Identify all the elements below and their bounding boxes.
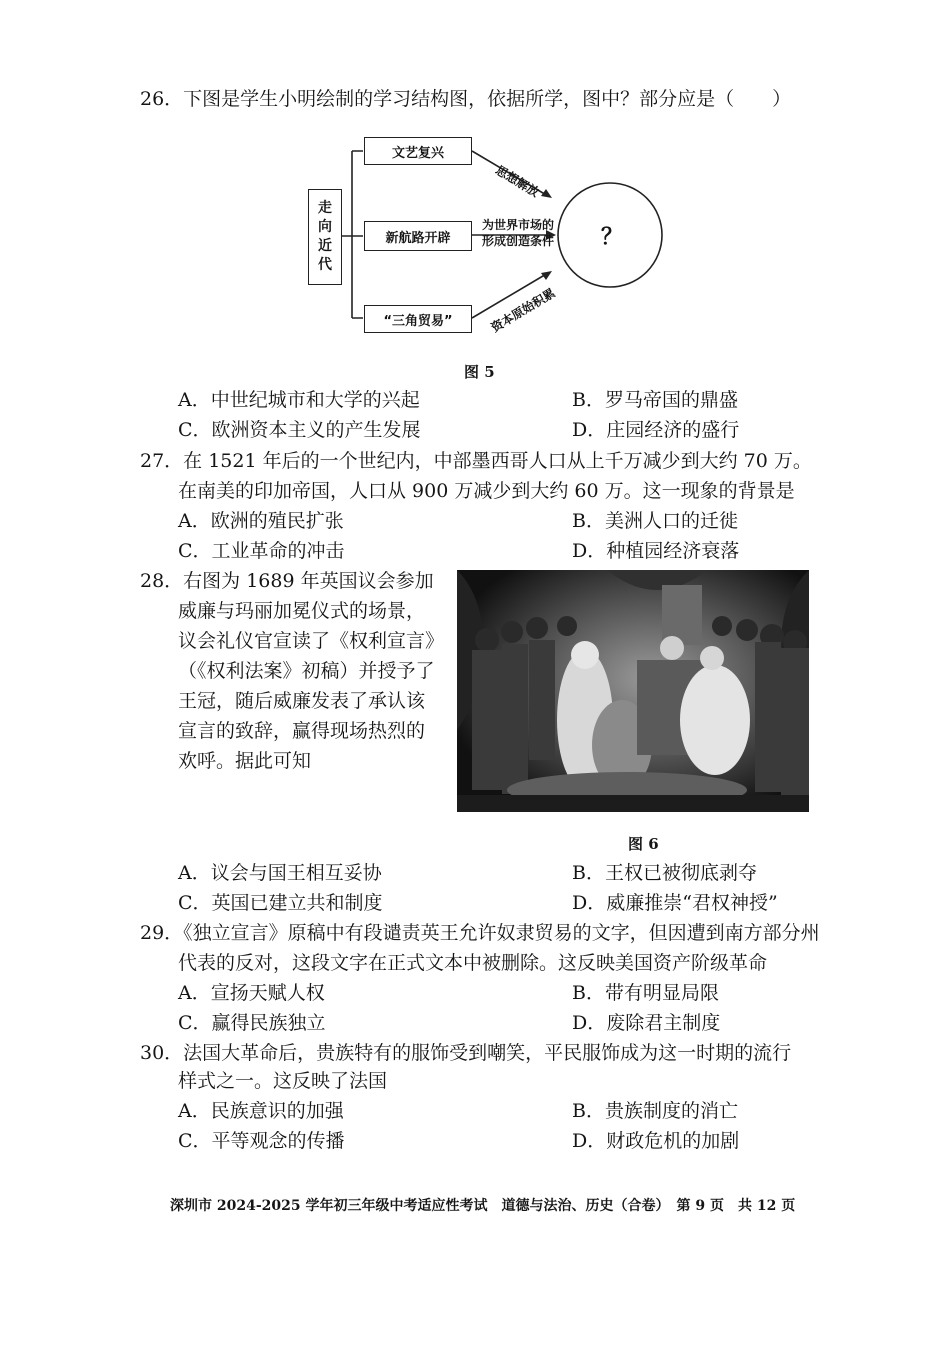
q28-option-b[interactable]: B．王权已被彻底剥夺 (572, 862, 757, 884)
root-char: 近 (318, 238, 332, 254)
q27-stem-line2: 在南美的印加帝国，人口从 900 万减少到大约 60 万。这一现象的背景是 (178, 480, 795, 502)
q28-stem-line7: 欢呼。据此可知 (178, 750, 312, 772)
q28-option-c[interactable]: C．英国已建立共和制度 (178, 892, 383, 914)
arrow-label-world-market-2: 形成创造条件 (482, 234, 555, 248)
target-question-mark: ？ (601, 225, 624, 250)
q27-option-a[interactable]: A．欧洲的殖民扩张 (178, 510, 344, 532)
q29-option-b[interactable]: B．带有明显局限 (572, 982, 719, 1004)
page-footer: 深圳市 2024-2025 学年初三年级中考适应性考试 道德与法治、历史（合卷） 第 9 页 共 12 页 (170, 1198, 796, 1214)
figure-5-caption: 图 5 (464, 363, 495, 381)
q27-option-c[interactable]: C．工业革命的冲击 (178, 540, 345, 562)
q28-stem-line5: 王冠，随后威廉发表了承认该 (178, 690, 426, 712)
q29-option-c[interactable]: C．赢得民族独立 (178, 1012, 326, 1034)
q26-option-a[interactable]: A．中世纪城市和大学的兴起 (178, 389, 420, 411)
diagram-root-box (308, 189, 342, 285)
root-char: 走 (318, 200, 332, 216)
box-renaissance: 文艺复兴 (364, 137, 472, 165)
arrow-label-capital-accumulation: 资本原始积累 (488, 285, 558, 335)
figure-6-caption: 图 6 (628, 835, 659, 853)
q30-option-a[interactable]: A．民族意识的加强 (178, 1100, 344, 1122)
q26-option-c[interactable]: C．欧洲资本主义的产生发展 (178, 419, 421, 441)
engraving-illustration (457, 570, 809, 812)
q30-option-b[interactable]: B．贵族制度的消亡 (572, 1100, 738, 1122)
box-triangle-trade: “三角贸易” (364, 305, 472, 333)
box-new-sea-route: 新航路开辟 (364, 221, 472, 251)
q28-stem-line3: 议会礼仪官宣读了《权利宣言》 (178, 630, 445, 652)
arrow-label-thought-liberation: 思想解放 (493, 162, 542, 200)
q28-stem-line4: （《权利法案》初稿）并授予了 (178, 660, 435, 682)
q27-stem-line1: 27．在 1521 年后的一个世纪内，中部墨西哥人口从上千万减少到大约 70 万。 (140, 450, 812, 472)
q29-stem-line2: 代表的反对，这段文字在正式文本中被删除。这反映美国资产阶级革命 (178, 952, 768, 974)
figure-5-diagram (300, 128, 680, 338)
q30-stem-line2: 样式之一。这反映了法国 (178, 1070, 388, 1092)
arrow-label-world-market-1: 为世界市场的 (482, 218, 555, 232)
q30-option-d[interactable]: D．财政危机的加剧 (572, 1130, 740, 1152)
q27-option-d[interactable]: D．种植园经济衰落 (572, 540, 740, 562)
root-char: 代 (318, 257, 332, 273)
q26-stem: 26．下图是学生小明绘制的学习结构图，依据所学，图中？部分应是（ ） (140, 88, 792, 110)
q26-option-d[interactable]: D．庄园经济的盛行 (572, 419, 740, 441)
q26-option-b[interactable]: B．罗马帝国的鼎盛 (572, 389, 738, 411)
q29-option-d[interactable]: D．废除君主制度 (572, 1012, 721, 1034)
coronation-engraving-image (457, 570, 809, 812)
q29-stem-line1: 29．《独立宣言》原稿中有段谴责英王允许奴隶贸易的文字，但因遭到南方部分州 (140, 922, 820, 944)
q29-option-a[interactable]: A．宣扬天赋人权 (178, 982, 325, 1004)
root-char: 向 (318, 219, 332, 235)
q28-stem-line6: 宣言的致辞，赢得现场热烈的 (178, 720, 426, 742)
q30-stem-line1: 30．法国大革命后，贵族特有的服饰受到嘲笑，平民服饰成为这一时期的流行 (140, 1042, 792, 1064)
q28-option-d[interactable]: D．威廉推崇“君权神授” (572, 892, 778, 914)
q28-option-a[interactable]: A．议会与国王相互妥协 (178, 862, 382, 884)
q28-stem-line2: 威廉与玛丽加冕仪式的场景， (178, 600, 426, 622)
q28-stem-line1: 28．右图为 1689 年英国议会参加 (140, 570, 434, 592)
q27-option-b[interactable]: B．美洲人口的迁徙 (572, 510, 738, 532)
q30-option-c[interactable]: C．平等观念的传播 (178, 1130, 345, 1152)
